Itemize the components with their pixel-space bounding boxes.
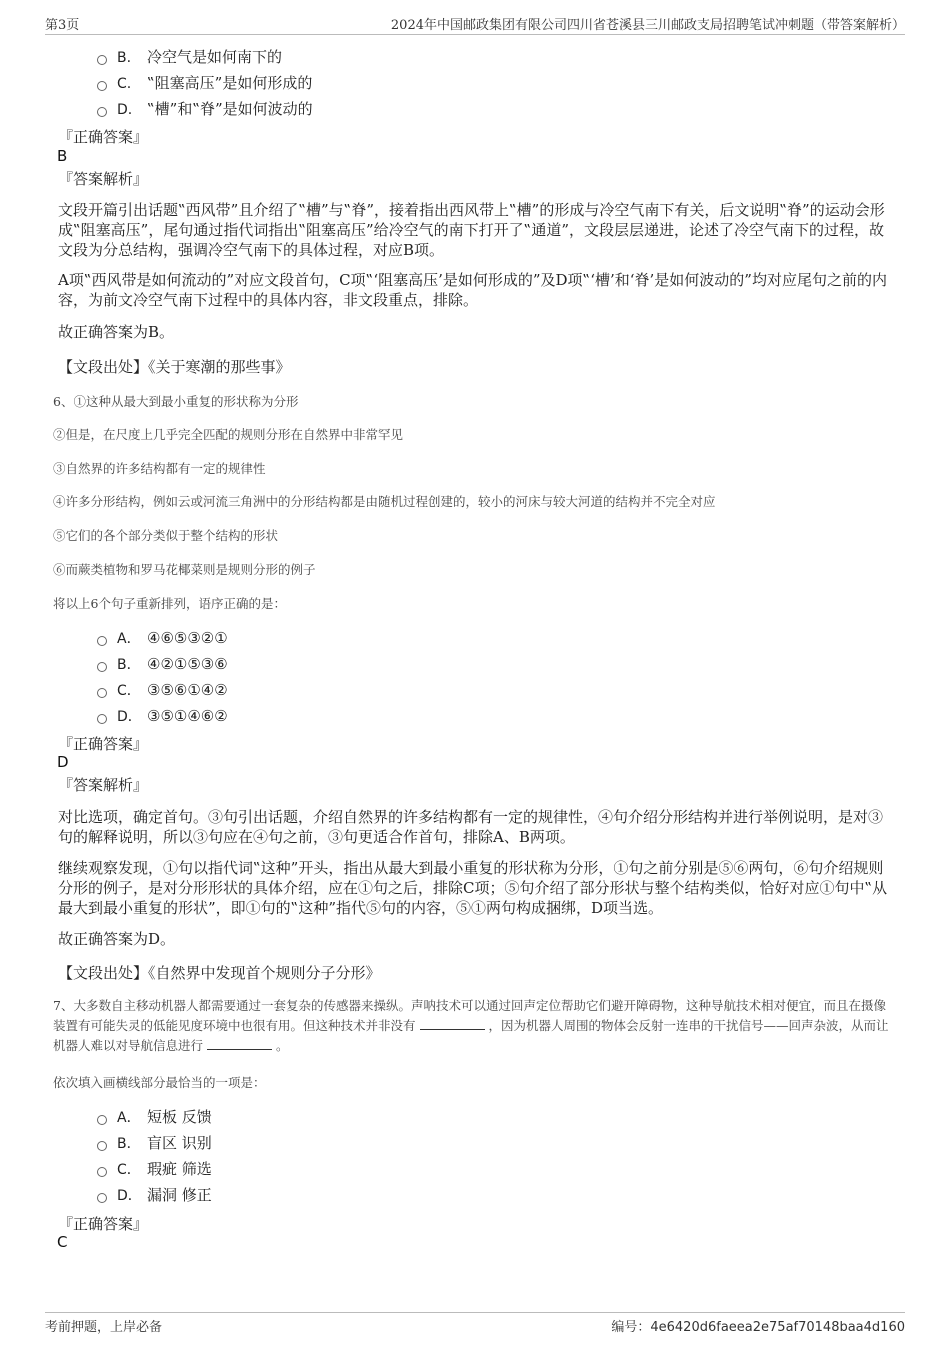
page-number: 第3页: [45, 18, 80, 33]
radio-icon[interactable]: [97, 714, 107, 724]
q7-answer-tag: 『正确答案』: [58, 1215, 149, 1233]
radio-icon[interactable]: [97, 1141, 107, 1151]
q6-analysis-tag: 『答案解析』: [58, 776, 149, 794]
q6-answer-tag: 『正确答案』: [58, 735, 149, 753]
q6-line-3: ③自然界的许多结构都有一定的规律性: [53, 461, 266, 476]
q6-line-4: ④许多分形结构，例如云或河流三角洲中的分形结构都是由随机过程创建的，较小的河床与较大河道的结构并不完全对应: [53, 494, 716, 509]
page-footer: [45, 1312, 905, 1335]
radio-icon[interactable]: [97, 81, 107, 91]
radio-icon[interactable]: [97, 636, 107, 646]
q7-option-c[interactable]: C． 瑕疵 筛选: [97, 1159, 212, 1179]
q7-stem: 7、大多数自主移动机器人都需要通过一套复杂的传感器来操纵。声呐技术可以通过回声定位帮助它们避开障碍物，这种导航技术相对便宜，而且在摄像装置有可能失灵的低能见度环境中也很有用。但这种技术并非没有 ，因为机器人周围的物体会反射一连串的干扰信号——回声杂波，从而让机器人难以对导航信息进行 。: [53, 998, 889, 1053]
q6-answer: D: [57, 753, 69, 771]
blank-1: [420, 1017, 485, 1030]
q5-source: 【文段出处】《关于寒潮的那些事》: [58, 358, 291, 376]
q5-option-c[interactable]: C. ‟阻塞高压”是如何形成的: [97, 73, 312, 93]
radio-icon[interactable]: [97, 662, 107, 672]
q5-option-b[interactable]: B. 冷空气是如何南下的: [97, 47, 282, 67]
q5-option-d[interactable]: D. ‟槽”和‟脊”是如何波动的: [97, 99, 313, 119]
q7-option-d[interactable]: D． 漏洞 修正: [97, 1185, 212, 1205]
radio-icon[interactable]: [97, 107, 107, 117]
radio-icon[interactable]: [97, 688, 107, 698]
footer-code: 编号：4e6420d6faeea2e75af70148baa4d160: [611, 1320, 905, 1335]
radio-icon[interactable]: [97, 1115, 107, 1125]
q7-answer: C: [57, 1233, 68, 1251]
q6-analysis-p3: 故正确答案为D。: [58, 930, 176, 948]
q5-analysis-p3: 故正确答案为B。: [58, 323, 175, 341]
q6-option-d[interactable]: D． ③⑤①④⑥②: [97, 706, 228, 726]
q6-prompt: 将以上6个句子重新排列，语序正确的是：: [53, 596, 286, 611]
q5-answer: B: [57, 147, 68, 165]
q6-option-a[interactable]: A． ④⑥⑤③②①: [97, 628, 228, 648]
radio-icon[interactable]: [97, 55, 107, 65]
q6-line-6: ⑥而蕨类植物和罗马花椰菜则是规则分形的例子: [53, 562, 316, 577]
q5-answer-tag: 『正确答案』: [58, 128, 149, 146]
q6-line-1: 6、①这种从最大到最小重复的形状称为分形: [53, 394, 299, 409]
q6-line-2: ②但是，在尺度上几乎完全匹配的规则分形在自然界中非常罕见: [53, 427, 404, 442]
q6-option-c[interactable]: C． ③⑤⑥①④②: [97, 680, 228, 700]
q5-analysis-p1: 文段开篇引出话题‟西风带”且介绍了‟槽”与‟脊”，接着指出西风带上‟槽”的形成与冷空气南下有关，后文说明‟脊”的运动会形成‟阻塞高压”，尾句通过指代词指出‟阻塞高压”给冷空气的南下打开了‟通道”，文段层层递进，论述了冷空气南下的过程，故文段为分总结构，强调冷空气南下的具体过程，对应B项。: [58, 201, 885, 259]
q5-analysis-tag: 『答案解析』: [58, 170, 149, 188]
q7-prompt: 依次填入画横线部分最恰当的一项是：: [53, 1075, 266, 1090]
radio-icon[interactable]: [97, 1167, 107, 1177]
q6-analysis-p2: 继续观察发现，①句以指代词‟这种”开头，指出从最大到最小重复的形状称为分形，①句之前分别是⑤⑥两句，⑥句介绍规则分形的例子，是对分形形状的具体介绍，应在①句之后，排除C项；⑤句介绍了部分形状与整个结构类似，恰好对应①句中‟从最大到最小重复的形状”，即①句的‟这种”指代⑤句的内容，⑤①两句构成捆绑，D项当选。: [58, 859, 888, 917]
radio-icon[interactable]: [97, 1193, 107, 1203]
blank-2: [207, 1037, 272, 1050]
q7-option-b[interactable]: B． 盲区 识别: [97, 1133, 212, 1153]
q5-analysis-p2: A项‟西风带是如何流动的”对应文段首句，C项‟‘阻塞高压’是如何形成的”及D项‟‘槽’和‘脊’是如何波动的”均对应尾句之前的内容，为前文冷空气南下过程中的具体内容，非文段重点，排除。: [58, 271, 887, 309]
q7-option-a[interactable]: A． 短板 反馈: [97, 1107, 212, 1127]
q6-option-b[interactable]: B． ④②①⑤③⑥: [97, 654, 228, 674]
footer-slogan: 考前押题，上岸必备: [45, 1320, 163, 1335]
q6-analysis-p1: 对比选项，确定首句。③句引出话题，介绍自然界的许多结构都有一定的规律性，④句介绍分形结构并进行举例说明，是对③句的解释说明，所以③句应在④句之前，③句更适合作首句，排除A、B两项。: [58, 808, 884, 846]
page-header: [45, 14, 905, 35]
document-title: 2024年中国邮政集团有限公司四川省苍溪县三川邮政支局招聘笔试冲刺题（带答案解析）: [390, 18, 905, 33]
q6-line-5: ⑤它们的各个部分类似于整个结构的形状: [53, 528, 279, 543]
q6-source: 【文段出处】《自然界中发现首个规则分子分形》: [58, 964, 381, 982]
